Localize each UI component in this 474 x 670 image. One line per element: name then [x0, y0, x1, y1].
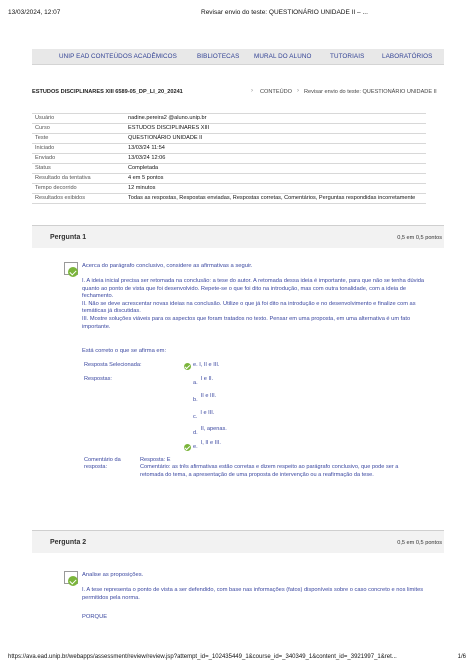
correct-answer-icon — [64, 571, 78, 584]
table-row — [32, 164, 426, 174]
table-row — [32, 114, 426, 124]
table-row — [32, 144, 426, 154]
option-text: I e III. — [200, 410, 215, 416]
table-row — [32, 194, 426, 204]
selected-answer-label: Resposta Selecionada: — [84, 362, 142, 368]
print-footer — [8, 654, 466, 664]
info-key: Teste — [32, 134, 125, 144]
comment-answer: Resposta: E — [140, 457, 171, 463]
nav-item-tutoriais[interactable]: TUTORIAIS — [330, 53, 365, 60]
option-text: I, II e III. — [200, 440, 221, 446]
answer-option — [193, 376, 214, 386]
info-key: Resultado da tentativa — [32, 174, 125, 184]
question-title: Pergunta 2 — [50, 539, 87, 546]
option-letter: b. — [193, 397, 198, 403]
answer-option — [193, 440, 221, 450]
option-text: II e III. — [200, 393, 217, 399]
answer-option — [193, 410, 215, 420]
main-navbar — [32, 49, 444, 65]
question-statements — [82, 587, 427, 602]
answer-option — [193, 393, 217, 403]
answers-label: Respostas: — [84, 376, 112, 382]
table-row — [32, 124, 426, 134]
info-value: QUESTIONÁRIO UNIDADE II — [125, 134, 426, 144]
info-value: nadine.pereira2 @aluno.unip.br — [125, 114, 426, 124]
question-1 — [32, 225, 444, 515]
info-value: ESTUDOS DISCIPLINARES XIII — [125, 124, 426, 134]
info-key: Status — [32, 164, 125, 174]
answer-comment — [140, 457, 418, 479]
question-points: 0,5 em 0,5 pontos — [397, 235, 442, 241]
option-letter: e. — [193, 444, 198, 450]
breadcrumb-course[interactable]: ESTUDOS DISCIPLINARES XIII 6589-05_DP_LI_20_20241 — [32, 89, 183, 95]
question-ask: Está correto o que se afirma em: — [82, 348, 167, 354]
answer-option — [193, 426, 227, 436]
print-doc-title: Revisar envio do teste: QUESTIONÁRIO UNIDADE II – ... — [201, 9, 368, 16]
print-datetime: 13/03/2024, 12:07 — [8, 9, 61, 16]
option-text: II, apenas. — [200, 426, 227, 432]
statement-connector: PORQUE — [82, 614, 108, 620]
correct-check-icon — [184, 363, 191, 370]
breadcrumb-separator-icon: › — [297, 88, 299, 94]
nav-item-unip-ead[interactable]: UNIP EAD — [59, 53, 90, 60]
selected-answer-value: e. I, II e III. — [193, 362, 220, 368]
question-title: Pergunta 1 — [50, 234, 87, 241]
option-letter: c. — [193, 414, 198, 420]
question-prompt: Acerca do parágrafo conclusivo, considere as afirmativas a seguir. — [82, 263, 253, 269]
table-row — [32, 154, 426, 164]
info-value: 13/03/24 12:06 — [125, 154, 426, 164]
statement-1: I. A ideia inicial precisa ser retomada na conclusão: a tese do autor. A retomada dessa ideia é importante, para que não se tenha dúvida quanto ao ponto de vista que foi desenvolvido. Repete-se o que foi dito na introdução, mas com outra tonalidade, com a ideia de fechamento. — [82, 278, 425, 300]
info-value: 12 minutos — [125, 184, 426, 194]
nav-item-laboratorios[interactable]: LABORATÓRIOS — [382, 53, 433, 60]
table-row — [32, 174, 426, 184]
option-letter: d. — [193, 430, 198, 436]
comment-label-line1: Comentário da — [84, 457, 121, 463]
breadcrumb — [32, 88, 444, 98]
nav-item-conteudos[interactable]: CONTEÚDOS ACADÊMICOS — [91, 53, 177, 60]
info-key: Enviado — [32, 154, 125, 164]
nav-item-bibliotecas[interactable]: BIBLIOTECAS — [197, 53, 240, 60]
question-header — [32, 531, 444, 553]
correct-check-icon — [184, 444, 191, 451]
print-page-number: 1/6 — [457, 654, 466, 660]
info-value: 4 em 5 pontos — [125, 174, 426, 184]
option-letter: a. — [193, 380, 198, 386]
comment-label-line2: resposta: — [84, 464, 108, 471]
question-prompt: Analise as proposições. — [82, 572, 144, 578]
comment-label — [84, 457, 121, 472]
info-value: Completada — [125, 164, 426, 174]
breadcrumb-current-page: Revisar envio do teste: QUESTIONÁRIO UNIDADE II — [304, 89, 437, 95]
attempt-info-table — [32, 113, 426, 204]
breadcrumb-section[interactable]: CONTEÚDO — [260, 89, 293, 95]
option-text: I e II. — [200, 376, 214, 382]
info-key: Usuário — [32, 114, 125, 124]
nav-item-mural[interactable]: MURAL DO ALUNO — [254, 53, 312, 60]
info-key: Curso — [32, 124, 125, 134]
info-value: 13/03/24 11:54 — [125, 144, 426, 154]
question-2 — [32, 530, 444, 650]
info-key: Iniciado — [32, 144, 125, 154]
correct-answer-icon — [64, 262, 78, 275]
question-header — [32, 226, 444, 248]
info-value: Todas as respostas, Respostas enviadas, Respostas corretas, Comentários, Perguntas respondidas incorretamente — [125, 194, 426, 204]
table-row — [32, 184, 426, 194]
question-statements — [82, 278, 427, 331]
statement-1: I. A tese representa o ponto de vista a ser defendido, com base nas informações (fatos) disponíveis sobre o caso concreto e nos limites permitidos pela norma. — [82, 587, 424, 601]
breadcrumb-separator-icon: › — [251, 88, 253, 94]
question-points: 0,5 em 0,5 pontos — [397, 540, 442, 546]
comment-text: Comentário: as três afirmativas estão corretas e dizem respeito ao parágrafo conclusivo, que pode ser a retomada do tema, a apresentação de uma proposta de intervenção ou a reafirmação da tese. — [140, 464, 399, 478]
statement-3: III. Mostre soluções viáveis para os aspectos que foram tratados no texto. Pensar em uma proposta, em uma alternativa é um fato importante. — [82, 315, 411, 330]
print-url: https://ava.ead.unip.br/webapps/assessment/review/review.jsp?attempt_id=_102435449_1&course_id=_340349_1&content_id=_3921997_1&ret... — [8, 654, 397, 660]
table-row — [32, 134, 426, 144]
info-key: Tempo decorrido — [32, 184, 125, 194]
print-header — [8, 9, 466, 19]
info-key: Resultados exibidos — [32, 194, 125, 204]
statement-2: II. Não se deve acrescentar novas ideias na conclusão. Utilize o que já foi dito na introdução e no desenvolvimento e finalize com as temáticas já discutidas. — [82, 300, 416, 315]
